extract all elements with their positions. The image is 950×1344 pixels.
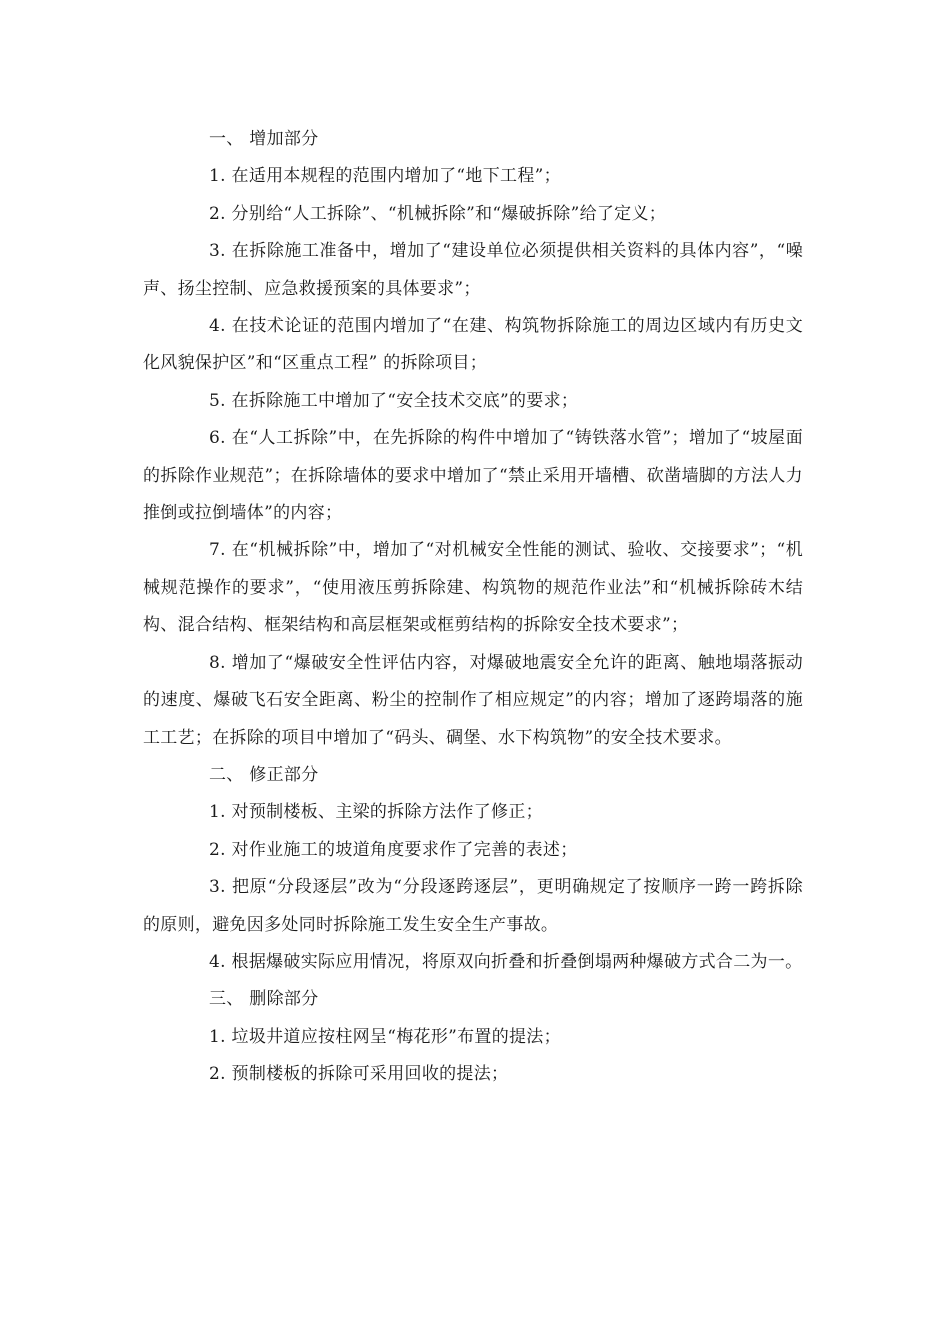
list-item: 3. 在拆除施工准备中，增加了“建设单位必须提供相关资料的具体内容”，“噪声、扬尘控制、应急救援预案的具体要求”； xyxy=(143,241,803,299)
list-item: 1. 对预制楼板、主梁的拆除方法作了修正； xyxy=(209,802,543,823)
section-heading-additions: 一、 增加部分 xyxy=(209,129,319,149)
list-item: 2. 对作业施工的坡道角度要求作了完善的表述； xyxy=(209,839,578,860)
list-item: 2. 预制楼板的拆除可采用回收的提法； xyxy=(209,1064,509,1085)
list-item: 6. 在“人工拆除”中，在先拆除的构件中增加了“铸铁落水管”；增加了“坡屋面的拆除作业规范”；在拆除墙体的要求中增加了“禁止采用开墙槽、砍凿墙脚的方法人力推倒或拉倒墙体”的内容； xyxy=(143,428,803,524)
document-body xyxy=(143,121,803,1094)
list-item: 8. 增加了“爆破安全性评估内容，对爆破地震安全允许的距离、触地塌落振动的速度、爆破飞石安全距离、粉尘的控制作了相应规定”的内容；增加了逐跨塌落的施工工艺；在拆除的项目中增加了“码头、碉堡、水下构筑物”的安全技术要求。 xyxy=(143,652,803,748)
list-item: 1. 垃圾井道应按柱网呈“梅花形”布置的提法； xyxy=(209,1026,561,1047)
list-item: 5. 在拆除施工中增加了“安全技术交底”的要求； xyxy=(209,390,579,411)
list-item: 4. 根据爆破实际应用情况，将原双向折叠和折叠倒塌两种爆破方式合二为一。 xyxy=(209,951,803,972)
list-item: 7. 在“机械拆除”中，增加了“对机械安全性能的测试、验收、交接要求”；“机械规范操作的要求”，“使用液压剪拆除建、构筑物的规范作业法”和“机械拆除砖木结构、混合结构、框架结构和高层框架或框剪结构的拆除安全技术要求”； xyxy=(143,540,803,636)
section-heading-revisions: 二、 修正部分 xyxy=(209,764,319,785)
list-item: 3. 把原“分段逐层”改为“分段逐跨逐层”，更明确规定了按顺序一跨一跨拆除的原则，避免因多处同时拆除施工发生安全生产事故。 xyxy=(143,877,803,935)
list-item: 1. 在适用本规程的范围内增加了“地下工程”； xyxy=(209,166,561,187)
section-heading-deletions: 三、 删除部分 xyxy=(209,989,319,1010)
list-item: 4. 在技术论证的范围内增加了“在建、构筑物拆除施工的周边区域内有历史文化风貌保护区”和“区重点工程” 的拆除项目； xyxy=(143,316,803,374)
list-item: 2. 分别给“人工拆除”、“机械拆除”和“爆破拆除”给了定义； xyxy=(209,203,667,224)
